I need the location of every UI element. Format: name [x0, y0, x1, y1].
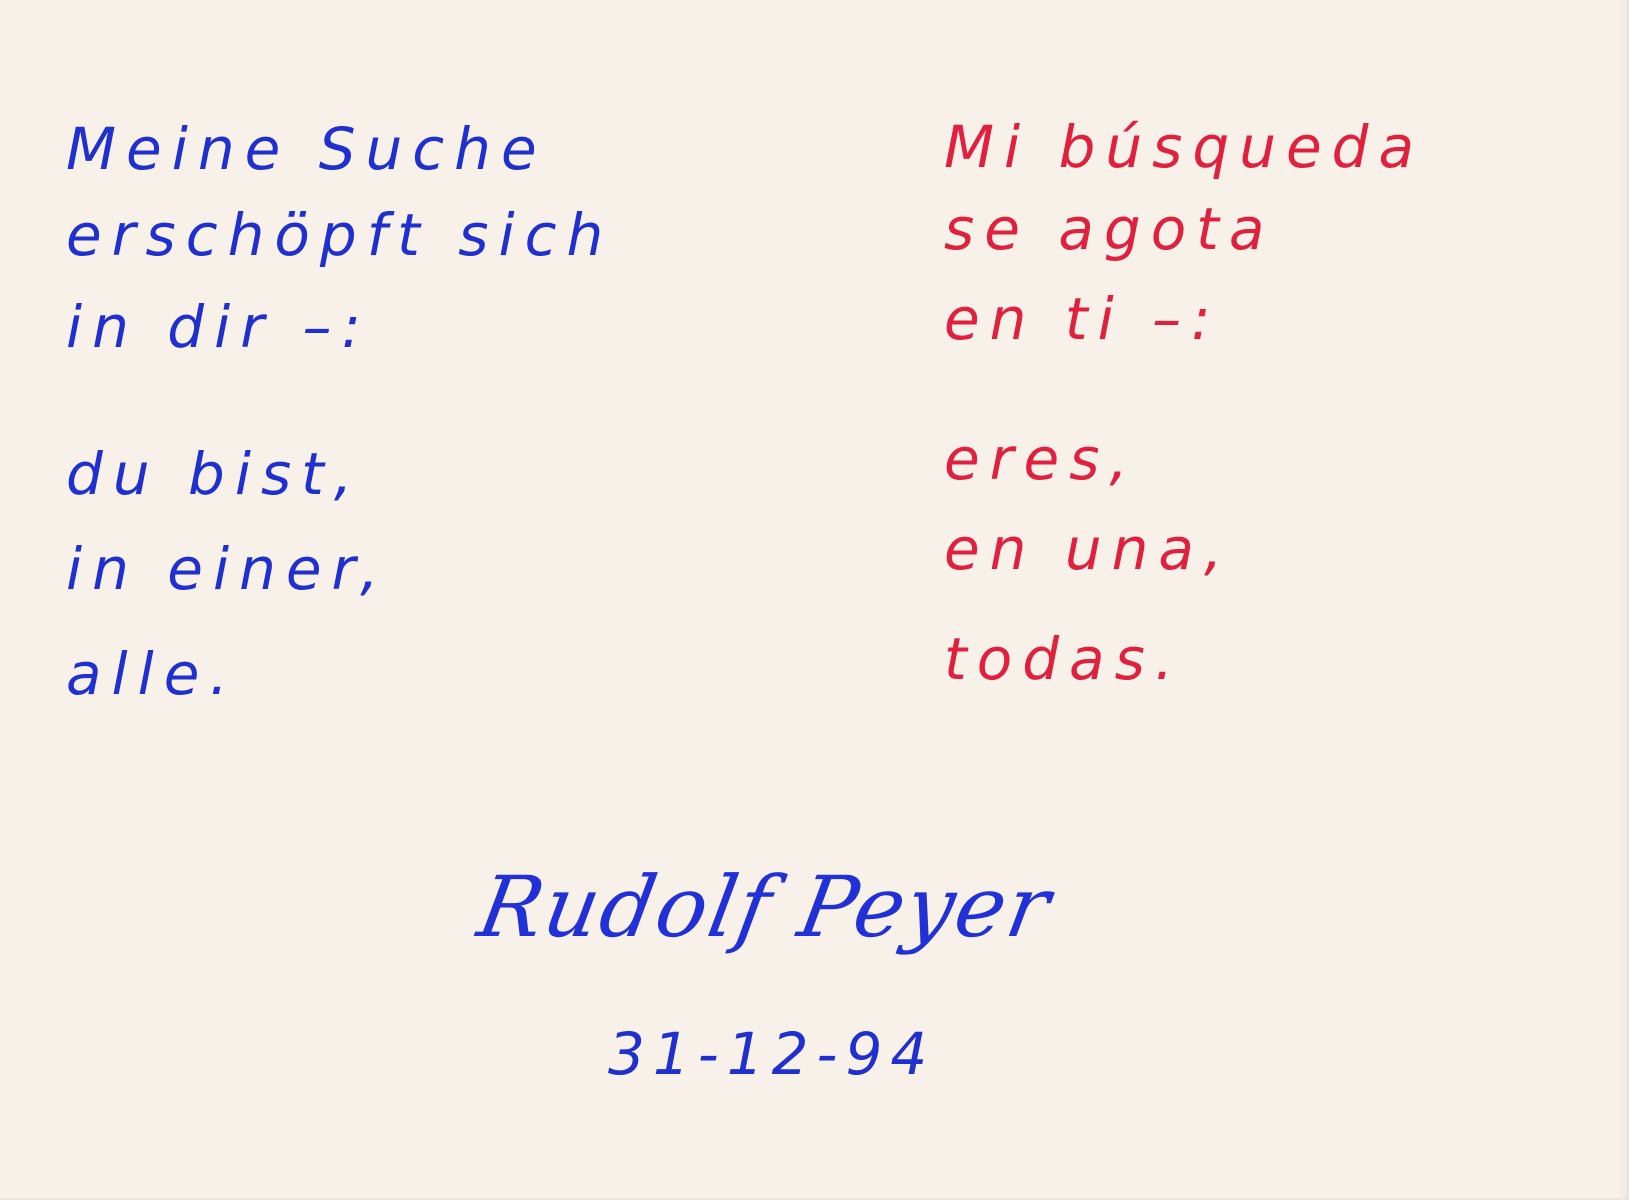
german-line-1: Meine Suche: [66, 115, 547, 183]
german-line-3: in dir –:: [66, 293, 372, 361]
date: 31-12-94: [608, 1020, 936, 1088]
spanish-line-1: Mi búsqueda: [944, 113, 1425, 181]
spanish-line-6: todas.: [944, 625, 1184, 693]
signature: Rudolf Peyer: [471, 858, 1059, 956]
german-line-4: du bist,: [66, 440, 363, 508]
card-edge: [1617, 0, 1627, 1200]
spanish-line-2: se agota: [944, 195, 1275, 263]
spanish-line-3: en ti –:: [944, 285, 1221, 353]
german-line-5: in einer,: [66, 535, 389, 603]
german-line-6: alle.: [66, 640, 238, 708]
german-line-2: erschöpft sich: [66, 201, 614, 269]
spanish-line-4: eres,: [944, 425, 1138, 493]
spanish-line-5: en una,: [944, 515, 1233, 583]
